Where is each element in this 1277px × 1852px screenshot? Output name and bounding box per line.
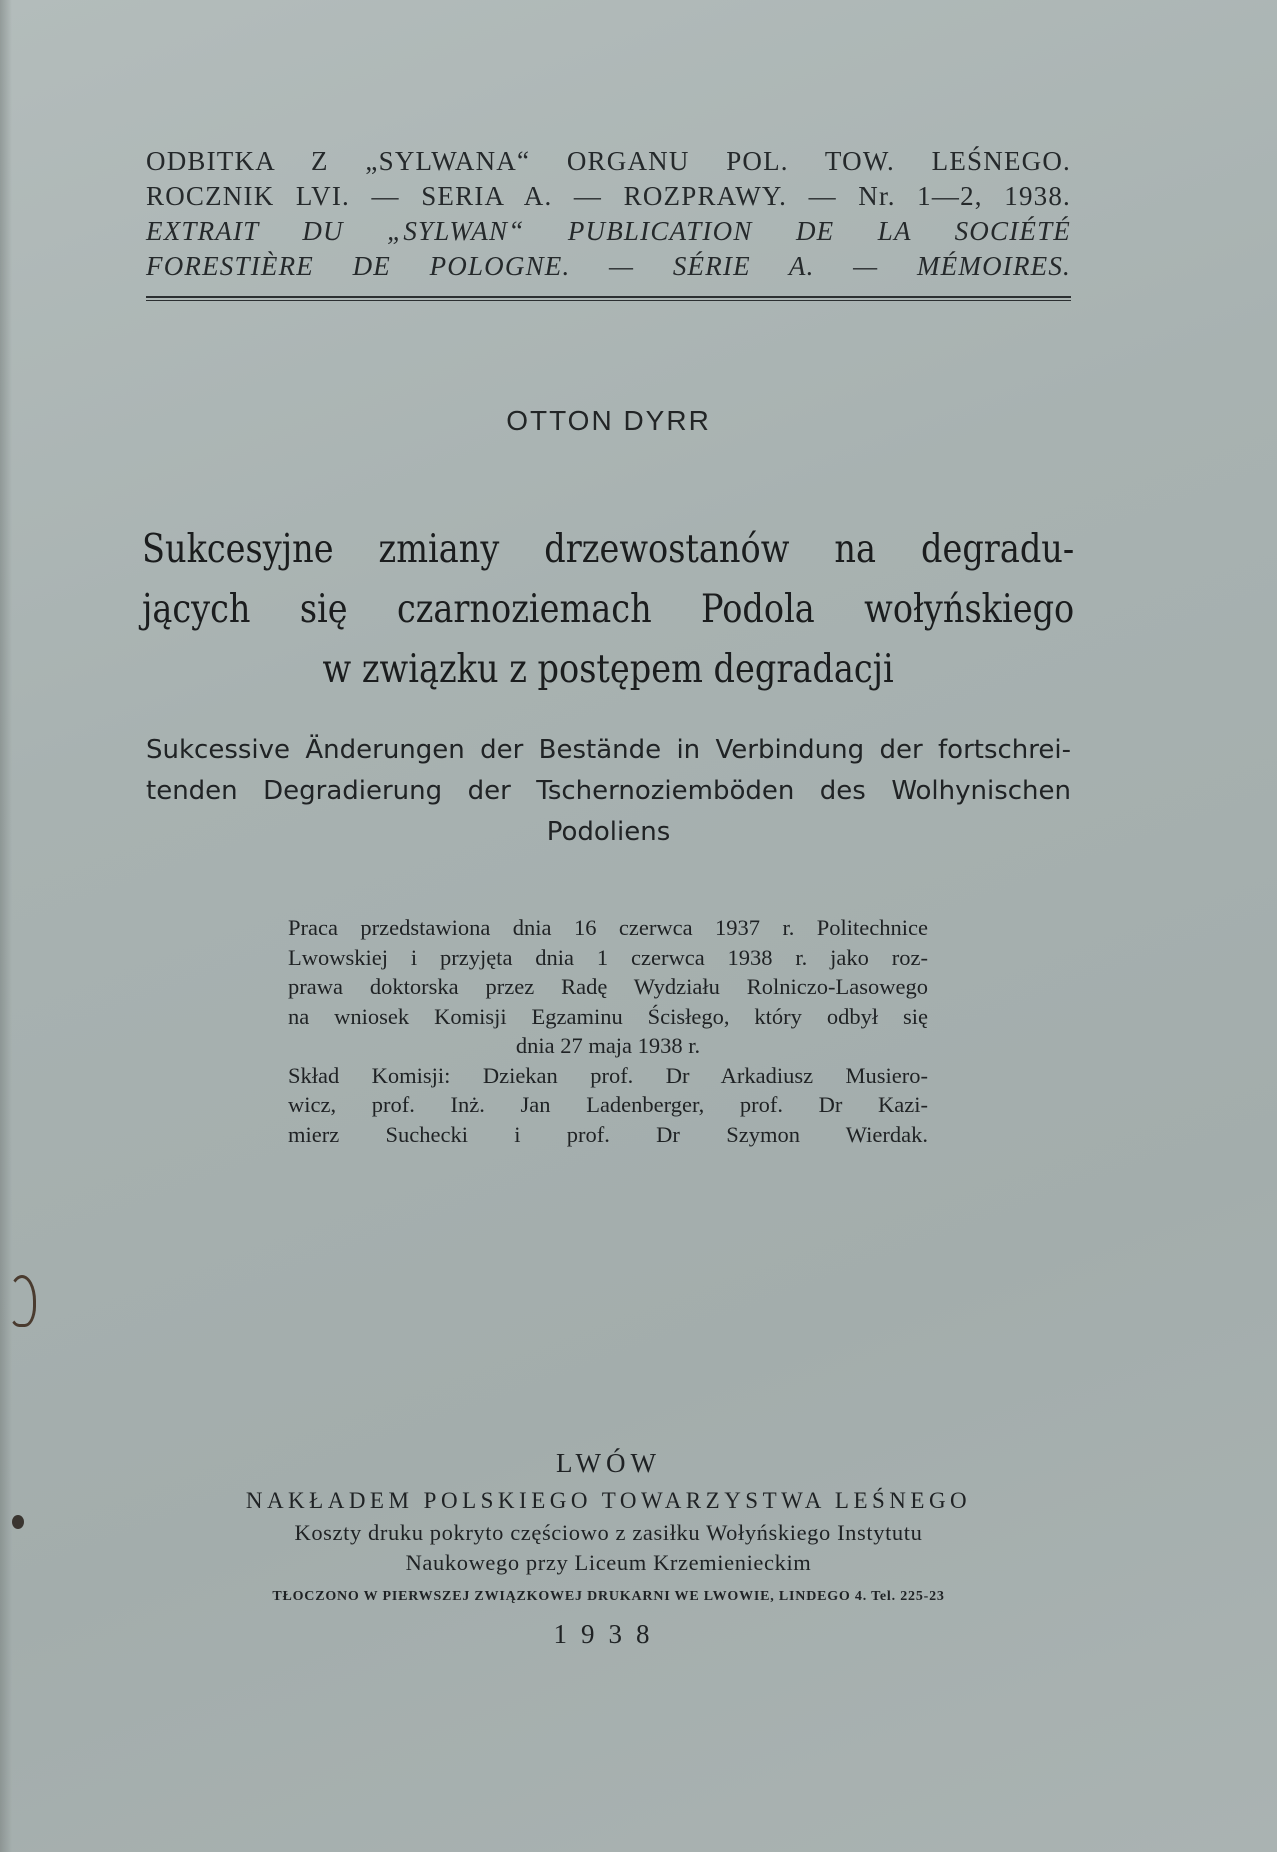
imprint-cost-line-1: Koszty druku pokryto częściowo z zasiłku Wołyńskiego Instytutu: [294, 1520, 923, 1545]
subtitle-line-3: Podoliens: [546, 817, 671, 847]
binding-hole-mark: [8, 1275, 36, 1327]
imprint-printer: TŁOCZONO W PIERWSZEJ ZWIĄZKOWEJ DRUKARNI WE LWOWIE, LINDEGO 4. Tel. 225-23: [272, 1589, 945, 1604]
binding-stain-mark: [12, 1515, 24, 1529]
note-line-5: dnia 27 maja 1938 r.: [515, 1033, 701, 1058]
imprint-city: LWÓW: [556, 1448, 661, 1478]
title-line-1: Sukcesyjne zmiany drzewostanów na degradu-: [142, 527, 1075, 572]
title-line-2: jących się czarnoziemach Podola wołyńskiego: [142, 587, 1075, 632]
german-subtitle: [146, 730, 1071, 853]
imprint-block: [0, 1443, 1217, 1654]
author-name: OTTON DYRR: [506, 405, 711, 436]
note-line-1: Praca przedstawiona dnia 16 czerwca 1937 r. Politechnice: [288, 915, 928, 940]
imprint-publisher: NAKŁADEM POLSKIEGO TOWARZYSTWA LEŚNEGO: [245, 1488, 972, 1513]
thesis-note: [288, 913, 928, 1149]
note-line-4: na wniosek Komisji Egzaminu Ścisłego, który odbył się: [288, 1003, 928, 1029]
polish-title: [142, 520, 1075, 700]
imprint-year: 1938: [553, 1619, 664, 1649]
header-line-1: ODBITKA Z „SYLWANA“ ORGANU POL. TOW. LEŚNEGO.: [146, 146, 1071, 176]
imprint-cost-line-2: Naukowego przy Liceum Krzemienieckim: [405, 1550, 812, 1575]
note-line-7: wicz, prof. Inż. Jan Ladenberger, prof. Dr Kazi-: [288, 1092, 928, 1117]
subtitle-line-1: Sukcessive Änderungen der Bestände in Verbindung der fortschrei-: [146, 735, 1071, 765]
offprint-header: [146, 144, 1071, 284]
note-line-8: mierz Suchecki i prof. Dr Szymon Wierdak.: [288, 1121, 928, 1147]
header-rule-top: [146, 296, 1071, 298]
header-line-2: ROCZNIK LVI. — SERIA A. — ROZPRAWY. — Nr. 1—2, 1938.: [146, 181, 1071, 211]
header-rule-bottom: [146, 300, 1071, 301]
note-line-6: Skład Komisji: Dziekan prof. Dr Arkadiusz Musiero-: [288, 1062, 928, 1088]
header-line-3: EXTRAIT DU „SYLWAN“ PUBLICATION DE LA SOCIÉTÉ: [146, 216, 1071, 246]
subtitle-line-2: tenden Degradierung der Tschernoziemböden des Wolhynischen: [146, 776, 1071, 806]
header-line-4: FORESTIÈRE DE POLOGNE. — SÉRIE A. — MÉMOIRES.: [146, 251, 1071, 281]
note-line-2: Lwowskiej i przyjęta dnia 1 czerwca 1938 r. jako roz-: [288, 944, 928, 970]
note-line-3: prawa doktorska przez Radę Wydziału Rolniczo-Lasowego: [288, 974, 928, 999]
title-line-3: w związku z postępem degradacji: [322, 647, 894, 692]
